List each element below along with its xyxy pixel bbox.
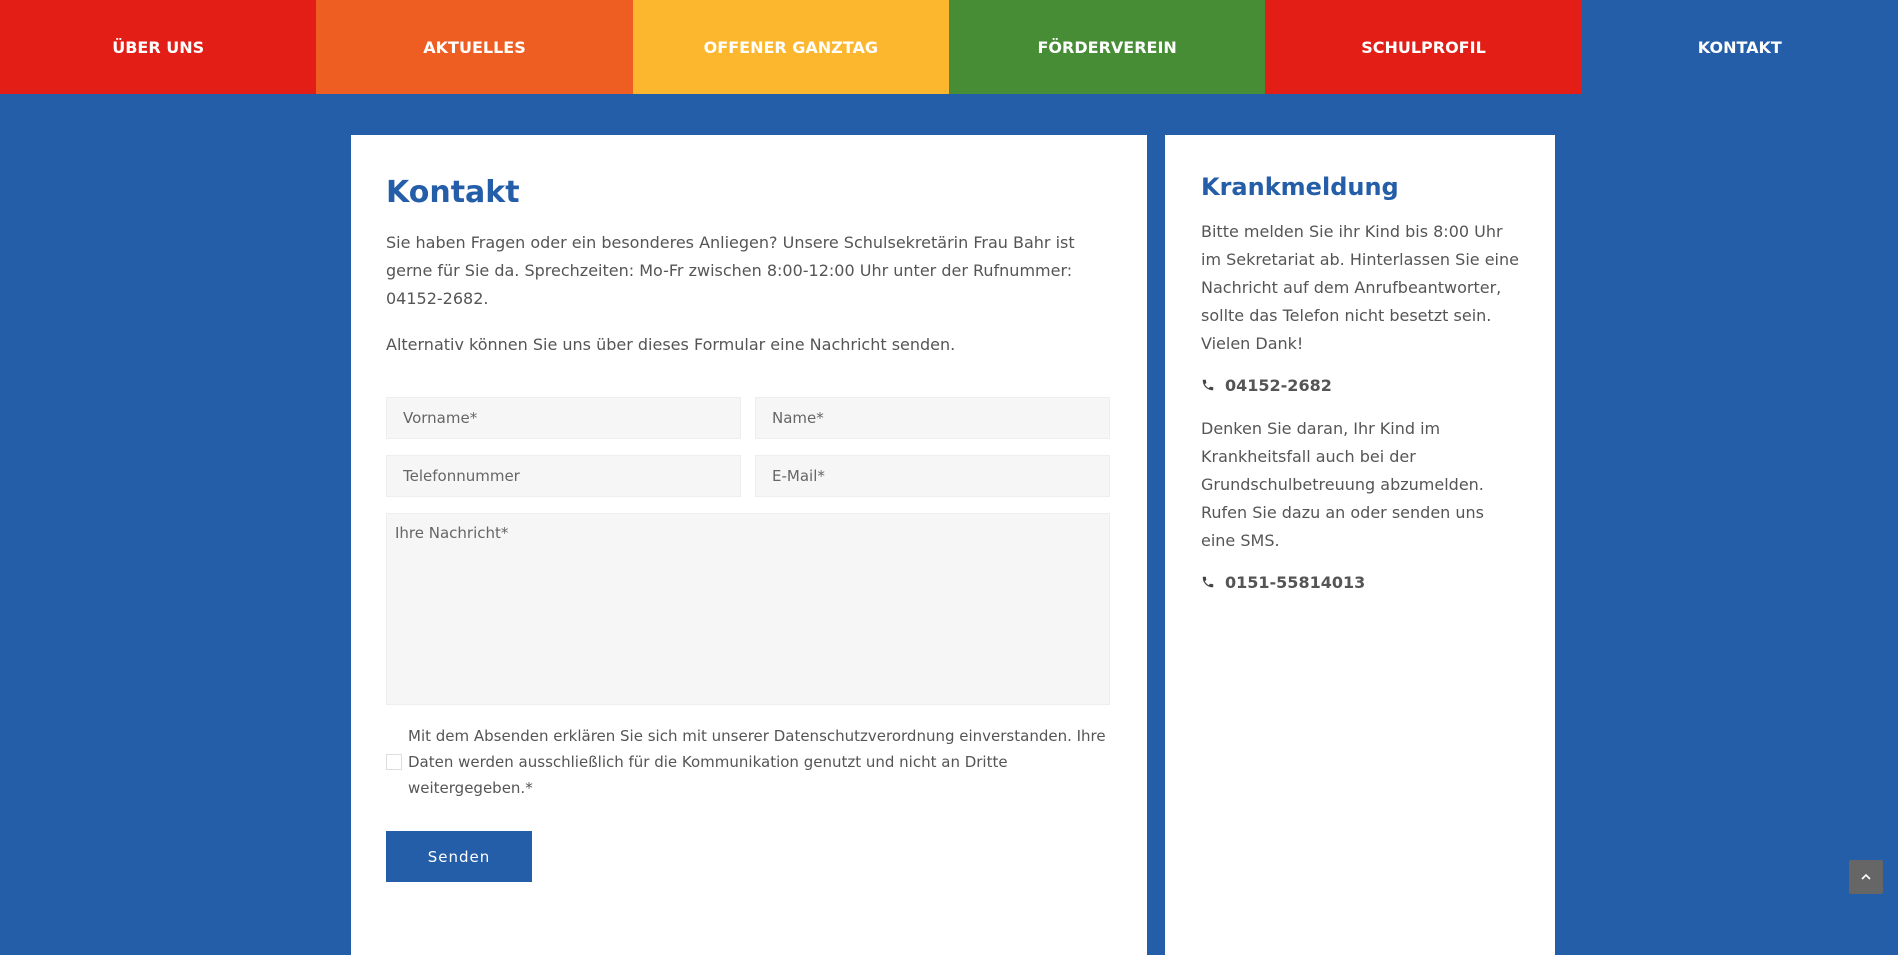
contact-intro: Sie haben Fragen oder ein besonderes Anliegen? Unsere Schulsekretärin Frau Bahr ist gerne für Sie da. Sprechzeiten: Mo-Fr zwischen 8:00-12:00 Uhr unter der Rufnummer: 04152-2682.	[386, 233, 1075, 308]
nav-item-schulprofil[interactable]: SCHULPROFIL	[1265, 0, 1581, 94]
nav-item-kontakt[interactable]: KONTAKT	[1582, 0, 1898, 94]
main-navigation	[0, 0, 1898, 94]
contact-card	[351, 135, 1147, 955]
phone-input[interactable]	[386, 455, 741, 497]
contact-title: Kontakt	[386, 175, 520, 210]
firstname-input[interactable]	[386, 397, 741, 439]
nav-item-offener-ganztag[interactable]: OFFENER GANZTAG	[633, 0, 949, 94]
consent-text: Mit dem Absenden erklären Sie sich mit unserer Datenschutzverordnung einverstanden. Ihre Daten werden ausschließlich für die Kommunikation genutzt und nicht an Dritte weitergegeben.*	[408, 727, 1106, 797]
contact-alternative: Alternativ können Sie uns über dieses Formular eine Nachricht senden.	[386, 335, 956, 354]
lastname-input[interactable]	[755, 397, 1110, 439]
sick-note-title: Krankmeldung	[1201, 173, 1399, 201]
consent-checkbox[interactable]	[386, 754, 402, 770]
email-input[interactable]	[755, 455, 1110, 497]
care-phone[interactable]	[1201, 573, 1519, 592]
chevron-up-icon	[1860, 871, 1872, 883]
nav-item-ueber-uns[interactable]: ÜBER UNS	[0, 0, 316, 94]
contact-form	[386, 397, 1111, 882]
school-phone[interactable]	[1201, 376, 1519, 395]
message-textarea[interactable]	[386, 513, 1110, 705]
care-reminder-text: Denken Sie daran, Ihr Kind im Krankheitsfall auch bei der Grundschulbetreuung abzumelden. Rufen Sie dazu an oder senden uns eine SMS.	[1201, 418, 1485, 550]
form-row-contact	[386, 455, 1111, 497]
nav-item-aktuelles[interactable]: AKTUELLES	[316, 0, 632, 94]
nav-item-foerderverein[interactable]: FÖRDERVEREIN	[949, 0, 1265, 94]
scroll-to-top-button[interactable]	[1849, 860, 1883, 894]
sick-note-text: Bitte melden Sie ihr Kind bis 8:00 Uhr im Sekretariat ab. Hinterlassen Sie eine Nachricht auf dem Anrufbeantworter, sollte das Telefon nicht besetzt sein. Vielen Dank!	[1201, 221, 1519, 353]
school-phone-number: 04152-2682	[1225, 375, 1332, 395]
phone-icon	[1201, 378, 1215, 392]
phone-icon	[1201, 575, 1215, 589]
send-button[interactable]: Senden	[386, 831, 532, 882]
consent-row	[386, 723, 1111, 801]
care-phone-number: 0151-55814013	[1225, 572, 1366, 592]
form-row-names	[386, 397, 1111, 439]
sick-note-card	[1165, 135, 1555, 955]
